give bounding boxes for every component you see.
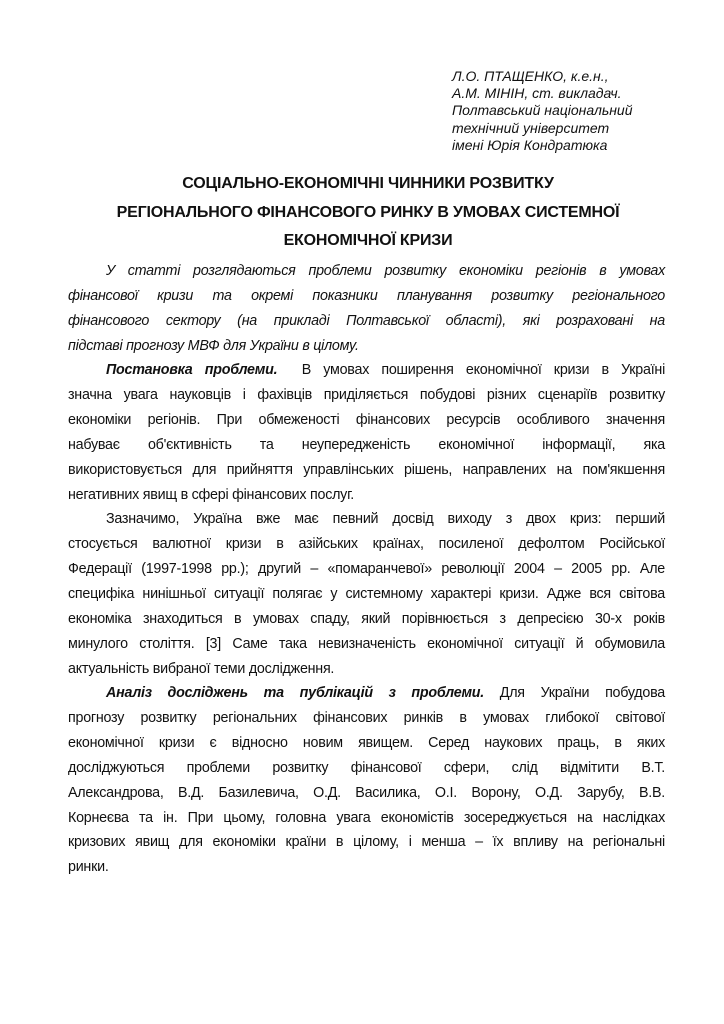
text-line: Федерації (1997-1998 рр.); другий – «помаранчевої» революції 2004 – 2005 рр. Але [68, 561, 665, 578]
author-block [452, 68, 633, 154]
text-line: використовується для прийняття управлінських рішень, направлених на пом'якшення [68, 461, 665, 478]
text-line: стосується валютної кризи в азійських країнах, посиленої дефолтом Російської [68, 536, 665, 553]
body-paragraph [68, 507, 665, 681]
text-line: досліджуються проблеми розвитку фінансової сфери, слід відмітити В.Т. [68, 759, 665, 776]
abstract-paragraph [68, 259, 665, 358]
title-line: РЕГІОНАЛЬНОГО ФІНАНСОВОГО РИНКУ В УМОВАХ СИСТЕМНОЇ [116, 203, 620, 221]
text-line: прогнозу розвитку регіональних фінансових ринків в умовах глибокої світової [68, 710, 665, 727]
section-heading: Постановка проблеми. [106, 362, 278, 379]
text-line: економіки регіонів. При обмеженості фінансових ресурсів особливого значення [68, 412, 665, 429]
author-line: Л.О. ПТАЩЕНКО, к.е.н., [452, 68, 609, 84]
body-paragraph [68, 681, 665, 880]
line-text: В умовах поширення економічної кризи в Україні [277, 362, 666, 379]
section-heading: Аналіз досліджень та публікацій з проблеми. [106, 685, 484, 702]
text-line [68, 681, 665, 706]
text-line: минулого століття. [3] Саме така невизначеність економічної ситуації й обумовила [68, 635, 665, 652]
author-line: Полтавський національний [452, 102, 633, 119]
line-text: Для України побудова [483, 685, 665, 702]
article-title [68, 170, 668, 256]
text-line: ринки. [68, 859, 109, 876]
text-line: негативних явищ в сфері фінансових послуг. [68, 486, 355, 503]
text-line: У статті розглядаються проблеми розвитку економіки регіонів в умовах [106, 263, 665, 279]
text-line: значна увага науковців і фахівців приділяється побудові різних сценаріїв розвитку [68, 387, 665, 404]
text-line: Корнеєва та ін. При цьому, головна увага економістів зосереджується на наслідках [68, 809, 665, 826]
text-line: кризових явищ для економіки країни в цілому, і менша – їх впливу на регіональні [68, 834, 665, 851]
text-line: економічної кризи є відносно новим явищем. Серед наукових праць, в яких [68, 735, 665, 752]
text-line: Зазначимо, Україна вже має певний досвід виходу з двох криз: перший [106, 511, 665, 528]
text-line [68, 358, 665, 383]
author-line: імені Юрія Кондратюка [452, 136, 608, 153]
text-line: актуальність вибраної теми дослідження. [68, 660, 335, 677]
text-line: підставі прогнозу МВФ для України в цілому. [68, 337, 359, 354]
article-body [68, 259, 665, 880]
title-line: ЕКОНОМІЧНОЇ КРИЗИ [283, 232, 453, 249]
author-line: А.М. МІНІН, ст. викладач. [452, 85, 622, 102]
author-line: технічний університет [452, 119, 610, 136]
text-line: Александрова, В.Д. Базилевича, О.Д. Василика, О.І. Ворону, О.Д. Зарубу, В.В. [68, 784, 665, 801]
body-paragraph [68, 358, 665, 507]
text-line: фінансової кризи та окремі показники планування розвитку регіонального [68, 287, 665, 304]
title-line: СОЦІАЛЬНО-ЕКОНОМІЧНІ ЧИННИКИ РОЗВИТКУ [182, 175, 554, 192]
text-line: економіка знаходиться в умовах спаду, який порівнюється з депресією 30-х років [68, 610, 665, 627]
text-line: фінансового сектору (на прикладі Полтавської області), які розраховані на [68, 312, 665, 329]
text-line: набуває об'єктивність та неупередженість економічної інформації, яка [68, 436, 665, 453]
text-line: специфіка нинішньої ситуації полягає у системному характері кризи. Адже вся світова [68, 585, 665, 602]
